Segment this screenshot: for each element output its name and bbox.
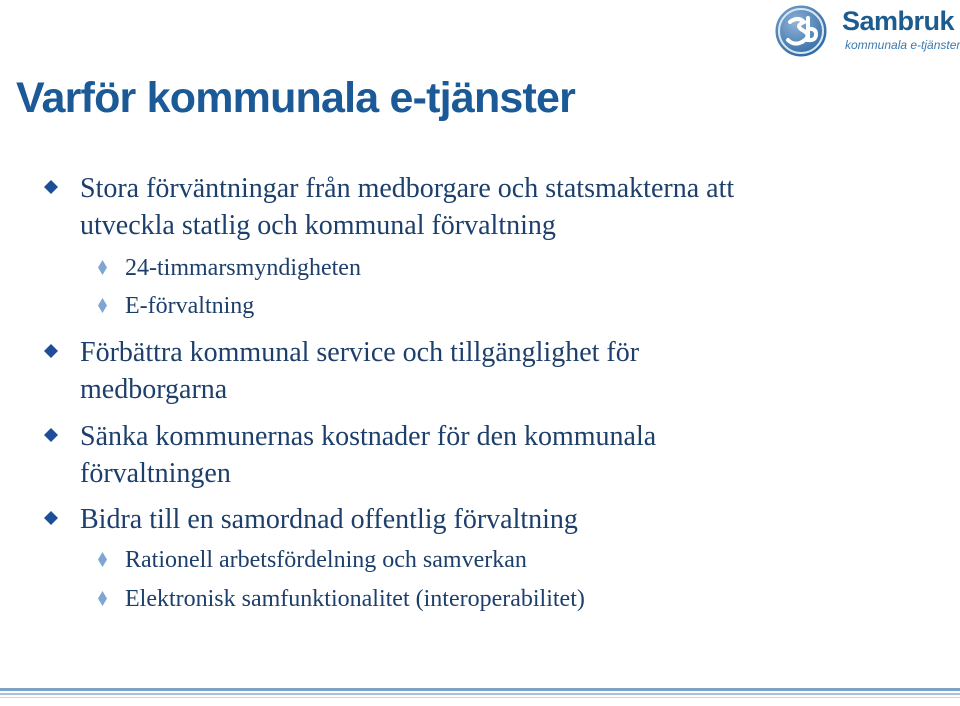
sub-bullet-text: E-förvaltning	[125, 293, 255, 319]
footer-divider	[0, 697, 960, 698]
sambruk-emblem-icon	[770, 2, 832, 60]
footer-divider	[0, 693, 960, 695]
sub-bullet-text: Elektronisk samfunktionalitet (interoperabilitet)	[125, 586, 585, 612]
small-diamond-bullet-icon	[98, 591, 107, 606]
bullet-text: Bidra till en samordnad offentlig förvaltning	[80, 504, 578, 535]
diamond-bullet-icon	[44, 180, 58, 194]
bullet-text: Stora förväntningar från medborgare och statsmakterna att	[80, 173, 735, 204]
sub-bullet-text: Rationell arbetsfördelning och samverkan	[125, 547, 527, 573]
logo-tagline: kommunala e-tjänster	[845, 38, 960, 52]
diamond-bullet-icon	[44, 428, 58, 442]
small-diamond-bullet-icon	[98, 552, 107, 567]
bullet-text-continued: utveckla statlig och kommunal förvaltning	[80, 210, 556, 241]
bullet-text-continued: medborgarna	[80, 374, 228, 405]
slide-title: Varför kommunala e-tjänster	[16, 74, 576, 122]
sub-bullet-text: 24-timmarsmyndigheten	[125, 255, 361, 281]
logo-name: Sambruk	[842, 6, 955, 36]
small-diamond-bullet-icon	[98, 298, 107, 313]
diamond-bullet-icon	[44, 344, 58, 358]
small-diamond-bullet-icon	[98, 260, 107, 275]
bullet-text-continued: förvaltningen	[80, 458, 231, 489]
bullet-text: Förbättra kommunal service och tillgänglighet för	[80, 337, 640, 368]
footer-divider	[0, 688, 960, 691]
bullet-text: Sänka kommunernas kostnader för den kommunala	[80, 421, 657, 452]
diamond-bullet-icon	[44, 511, 58, 525]
sambruk-logo	[770, 2, 960, 60]
